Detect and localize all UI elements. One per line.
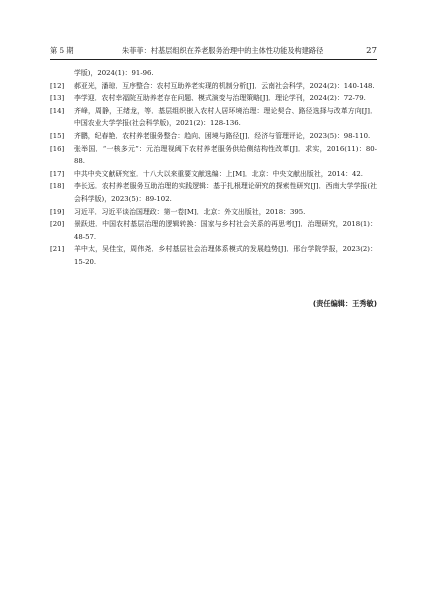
reference-item xyxy=(50,130,377,143)
header-rule xyxy=(50,59,377,60)
running-title: 朱菲菲：村基层组织在养老服务治理中的主体性功能及构建路径 xyxy=(122,46,324,55)
reference-number: [18] xyxy=(50,182,65,191)
reference-item xyxy=(50,206,377,219)
reference-number: [17] xyxy=(50,169,65,178)
reference-text: 张举国．“一核多元”：元治理视阈下农村养老服务供给侧结构性改革[J]．求实，2016(11)：80-88. xyxy=(74,144,377,166)
reference-item xyxy=(50,105,377,130)
reference-text: 中共中央文献研究室．十八大以来重要文献选编：上[M]．北京：中央文献出版社，2014：42. xyxy=(74,169,363,178)
reference-number: [20] xyxy=(50,220,65,229)
reference-text: 李长远．农村养老服务互助治理的实践逻辑：基于扎根理论研究的探索性研究[J]．西南大学学报(社会科学版)，2023(5)：89-102. xyxy=(74,182,377,203)
page-number: 27 xyxy=(366,46,377,56)
responsible-editor: (责任编辑：王秀敏) xyxy=(312,299,377,308)
reference-number: [14] xyxy=(50,106,65,115)
reference-item xyxy=(50,92,377,105)
reference-text: 羊中太，吴佳宝，周伟尧．乡村基层社会治理体系模式的发展趋势[J]．邢台学院学报，2023(2)：15-20. xyxy=(74,245,377,266)
reference-number: [13] xyxy=(50,94,65,103)
reference-list xyxy=(50,67,377,269)
reference-text: 齐鹏，纪春艳．农村养老服务整合：趋向、困境与路径[J]．经济与管理评论，2023(5)：98-110. xyxy=(74,131,371,140)
page-header xyxy=(50,44,377,58)
reference-text: 李学迎．农村幸福院互助养老存在问题、模式演变与治理策略[J]．理论学刊，2024(2)：72-79. xyxy=(74,94,366,103)
reference-text: 学版)，2024(1)：91-96. xyxy=(74,69,154,77)
reference-text: 景跃进．中国农村基层治理的逻辑转换：国家与乡村社会关系的再思考[J]．治理研究，2018(1)：48-57. xyxy=(74,220,377,241)
reference-item xyxy=(50,67,377,80)
reference-text: 郝亚光，潘琼．互序整合：农村互助养老实现的机制分析[J]．云南社会科学，2024(2)：140-148. xyxy=(74,81,375,90)
reference-number: [15] xyxy=(50,131,65,140)
reference-number: [19] xyxy=(50,207,65,216)
reference-item xyxy=(50,218,377,243)
reference-number: [12] xyxy=(50,81,65,90)
reference-item xyxy=(50,80,377,93)
reference-number: [16] xyxy=(50,144,65,153)
reference-item xyxy=(50,243,377,268)
reference-item xyxy=(50,180,377,205)
reference-text: 齐峰，周静，王绪龙，等．基层组织嵌入农村人居环境治理：理论契合、路径选择与改革方向[J]．中国农业大学学报(社会科学版)，2021(2)：128-136. xyxy=(74,106,377,128)
reference-number: [21] xyxy=(50,245,65,254)
reference-item xyxy=(50,168,377,181)
reference-text: 习近平．习近平谈治国理政：第一卷[M]．北京：外文出版社，2018：395. xyxy=(74,207,306,216)
reference-item xyxy=(50,143,377,168)
issue-number: 第 5 期 xyxy=(50,46,74,55)
